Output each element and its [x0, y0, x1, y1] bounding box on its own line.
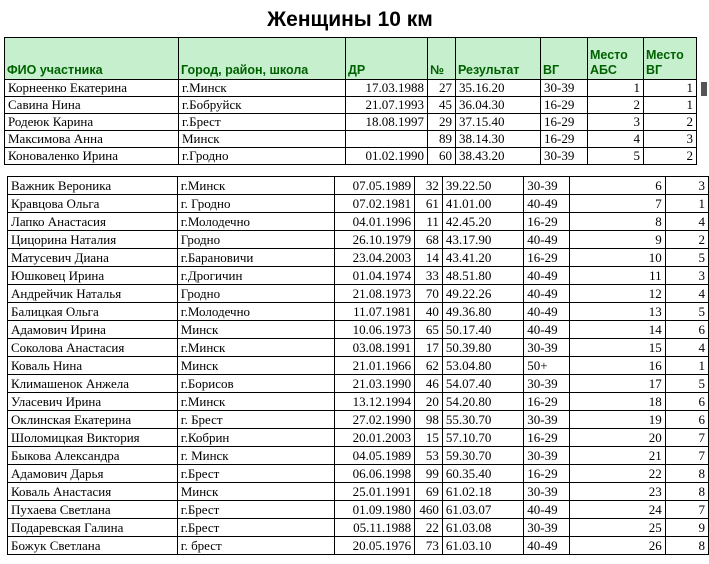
cell-name: Оклинская Екатерина [8, 411, 178, 429]
cell-num: 22 [415, 519, 443, 537]
cell-result: 55.30.70 [442, 411, 523, 429]
cell-place-abs: 21 [570, 447, 666, 465]
cell-dob: 03.08.1991 [334, 339, 414, 357]
cell-place-abs: 18 [570, 393, 666, 411]
cell-vg: 40-49 [524, 231, 570, 249]
cell-vg: 30-39 [541, 80, 588, 97]
cell-place-vg: 3 [644, 131, 697, 148]
cell-vg: 40-49 [524, 321, 570, 339]
cell-place-abs: 4 [588, 131, 644, 148]
cell-place-abs: 23 [570, 483, 666, 501]
cell-vg: 16-29 [524, 213, 570, 231]
cell-result: 43.41.20 [442, 249, 523, 267]
cell-num: 62 [415, 357, 443, 375]
cell-vg: 30-39 [541, 148, 588, 165]
cell-city: г. Минск [177, 447, 334, 465]
cell-num: 32 [415, 177, 443, 195]
header-city: Город, район, школа [179, 38, 346, 80]
cell-city: г.Дрогичин [177, 267, 334, 285]
cell-num: 40 [415, 303, 443, 321]
table-row [8, 303, 709, 321]
cell-result: 59.30.70 [442, 447, 523, 465]
table-row [5, 97, 697, 114]
cell-name: Кравцова Ольга [8, 195, 178, 213]
cell-place-vg: 1 [665, 357, 708, 375]
cell-vg: 16-29 [541, 114, 588, 131]
cell-city: Минск [177, 357, 334, 375]
header-table [4, 37, 697, 80]
cell-place-abs: 15 [570, 339, 666, 357]
table-row [8, 411, 709, 429]
cell-dob: 07.02.1981 [334, 195, 414, 213]
cell-city: г.Брест [179, 114, 346, 131]
cell-vg: 50+ [524, 357, 570, 375]
table-row [8, 519, 709, 537]
cell-place-abs: 11 [570, 267, 666, 285]
cell-dob: 06.06.1998 [334, 465, 414, 483]
cell-dob: 21.03.1990 [334, 375, 414, 393]
cell-place-vg: 1 [665, 195, 708, 213]
cell-city: г.Молодечно [177, 213, 334, 231]
cell-city: г.Борисов [177, 375, 334, 393]
cell-place-vg: 7 [665, 501, 708, 519]
table-row [8, 393, 709, 411]
cell-vg: 40-49 [524, 537, 570, 555]
cell-place-vg: 7 [665, 447, 708, 465]
cell-result: 60.35.40 [442, 465, 523, 483]
cell-num: 45 [428, 97, 456, 114]
cell-num: 20 [415, 393, 443, 411]
table-row [8, 177, 709, 195]
cell-num: 89 [428, 131, 456, 148]
cell-place-vg: 7 [665, 429, 708, 447]
cell-num: 73 [415, 537, 443, 555]
row-marker [701, 82, 707, 96]
cell-vg: 40-49 [524, 267, 570, 285]
header-place-vg: Место ВГ [644, 38, 697, 80]
cell-dob: 13.12.1994 [334, 393, 414, 411]
cell-vg: 40-49 [524, 501, 570, 519]
cell-dob: 04.05.1989 [334, 447, 414, 465]
cell-dob [346, 131, 428, 148]
cell-place-abs: 13 [570, 303, 666, 321]
cell-name: Матусевич Диана [8, 249, 178, 267]
cell-dob: 21.01.1966 [334, 357, 414, 375]
cell-dob: 17.03.1988 [346, 80, 428, 97]
cell-place-abs: 12 [570, 285, 666, 303]
cell-place-abs: 19 [570, 411, 666, 429]
cell-result: 57.10.70 [442, 429, 523, 447]
cell-place-vg: 5 [665, 375, 708, 393]
table-row [8, 447, 709, 465]
cell-vg: 30-39 [524, 483, 570, 501]
cell-result: 39.22.50 [442, 177, 523, 195]
cell-name: Андрейчик Наталья [8, 285, 178, 303]
cell-place-vg: 8 [665, 483, 708, 501]
cell-name: Коваль Анастасия [8, 483, 178, 501]
cell-num: 460 [415, 501, 443, 519]
cell-city: Минск [177, 483, 334, 501]
cell-city: г.Кобрин [177, 429, 334, 447]
cell-city: г.Брест [177, 519, 334, 537]
cell-name: Лапко Анастасия [8, 213, 178, 231]
page-title: Женщины 10 км [267, 8, 433, 31]
cell-place-vg: 3 [665, 267, 708, 285]
cell-result: 61.02.18 [442, 483, 523, 501]
cell-name: Коноваленко Ирина [5, 148, 179, 165]
cell-city: Минск [177, 321, 334, 339]
cell-place-vg: 8 [665, 537, 708, 555]
cell-place-abs: 17 [570, 375, 666, 393]
cell-name: Савина Нина [5, 97, 179, 114]
cell-place-abs: 3 [588, 114, 644, 131]
cell-num: 29 [428, 114, 456, 131]
cell-num: 65 [415, 321, 443, 339]
cell-vg: 30-39 [524, 339, 570, 357]
cell-name: Климашенок Анжела [8, 375, 178, 393]
cell-city: г. брест [177, 537, 334, 555]
cell-vg: 30-39 [524, 411, 570, 429]
cell-place-vg: 3 [665, 177, 708, 195]
cell-place-abs: 16 [570, 357, 666, 375]
cell-city: г.Бобруйск [179, 97, 346, 114]
cell-result: 38.14.30 [456, 131, 541, 148]
cell-dob: 23.04.2003 [334, 249, 414, 267]
cell-result: 53.04.80 [442, 357, 523, 375]
cell-city: г.Минск [179, 80, 346, 97]
cell-place-abs: 7 [570, 195, 666, 213]
cell-place-abs: 9 [570, 231, 666, 249]
cell-num: 60 [428, 148, 456, 165]
cell-vg: 30-39 [524, 447, 570, 465]
cell-place-abs: 25 [570, 519, 666, 537]
cell-dob: 04.01.1996 [334, 213, 414, 231]
cell-name: Корнеенко Екатерина [5, 80, 179, 97]
cell-name: Балицкая Ольга [8, 303, 178, 321]
cell-city: г.Гродно [179, 148, 346, 165]
table-row [8, 357, 709, 375]
cell-place-vg: 6 [665, 321, 708, 339]
cell-place-abs: 24 [570, 501, 666, 519]
cell-result: 43.17.90 [442, 231, 523, 249]
cell-result: 49.36.80 [442, 303, 523, 321]
cell-result: 35.16.20 [456, 80, 541, 97]
cell-city: г.Барановичи [177, 249, 334, 267]
cell-vg: 16-29 [524, 249, 570, 267]
cell-place-abs: 26 [570, 537, 666, 555]
cell-vg: 40-49 [524, 285, 570, 303]
cell-place-abs: 2 [588, 97, 644, 114]
cell-dob: 21.07.1993 [346, 97, 428, 114]
cell-name: Соколова Анастасия [8, 339, 178, 357]
header-name: ФИО участника [5, 38, 179, 80]
table-row [8, 285, 709, 303]
table-row [8, 321, 709, 339]
cell-vg: 30-39 [524, 519, 570, 537]
cell-city: г.Минск [177, 177, 334, 195]
cell-name: Юшковец Ирина [8, 267, 178, 285]
cell-result: 61.03.10 [442, 537, 523, 555]
cell-dob: 01.02.1990 [346, 148, 428, 165]
cell-num: 14 [415, 249, 443, 267]
cell-vg: 40-49 [524, 303, 570, 321]
table-row [8, 267, 709, 285]
cell-result: 50.17.40 [442, 321, 523, 339]
cell-dob: 01.09.1980 [334, 501, 414, 519]
cell-city: г. Гродно [177, 195, 334, 213]
cell-place-abs: 14 [570, 321, 666, 339]
cell-num: 61 [415, 195, 443, 213]
cell-result: 49.22.26 [442, 285, 523, 303]
header-result: Результат [456, 38, 541, 80]
cell-place-vg: 2 [644, 148, 697, 165]
cell-vg: 16-29 [541, 131, 588, 148]
cell-vg: 30-39 [524, 177, 570, 195]
cell-place-vg: 5 [665, 249, 708, 267]
table-row [5, 148, 697, 165]
cell-result: 54.20.80 [442, 393, 523, 411]
results-table-bottom [7, 176, 709, 555]
table-row [8, 483, 709, 501]
cell-place-vg: 6 [665, 411, 708, 429]
cell-name: Подаревская Галина [8, 519, 178, 537]
table-row [8, 465, 709, 483]
cell-place-vg: 9 [665, 519, 708, 537]
cell-dob: 20.05.1976 [334, 537, 414, 555]
header-dob: ДР [346, 38, 428, 80]
cell-num: 46 [415, 375, 443, 393]
cell-dob: 25.01.1991 [334, 483, 414, 501]
table-row [8, 339, 709, 357]
table-row [8, 195, 709, 213]
cell-num: 99 [415, 465, 443, 483]
cell-result: 38.43.20 [456, 148, 541, 165]
cell-place-abs: 1 [588, 80, 644, 97]
cell-num: 11 [415, 213, 443, 231]
cell-place-vg: 5 [665, 303, 708, 321]
cell-vg: 16-29 [541, 97, 588, 114]
table-row [8, 501, 709, 519]
cell-dob: 07.05.1989 [334, 177, 414, 195]
cell-result: 37.15.40 [456, 114, 541, 131]
table-row [8, 429, 709, 447]
results-table-top [4, 79, 697, 165]
cell-place-vg: 6 [665, 393, 708, 411]
cell-vg: 16-29 [524, 465, 570, 483]
cell-dob: 05.11.1988 [334, 519, 414, 537]
header-place-abs: Место АБС [588, 38, 644, 80]
cell-dob: 11.07.1981 [334, 303, 414, 321]
cell-place-abs: 6 [570, 177, 666, 195]
cell-dob: 26.10.1979 [334, 231, 414, 249]
cell-city: г.Брест [177, 465, 334, 483]
cell-place-abs: 10 [570, 249, 666, 267]
cell-name: Цицорина Наталия [8, 231, 178, 249]
cell-result: 61.03.07 [442, 501, 523, 519]
cell-place-vg: 1 [644, 80, 697, 97]
cell-result: 42.45.20 [442, 213, 523, 231]
header-vg: ВГ [541, 38, 588, 80]
cell-name: Адамович Дарья [8, 465, 178, 483]
cell-num: 68 [415, 231, 443, 249]
cell-num: 33 [415, 267, 443, 285]
cell-city: Гродно [177, 231, 334, 249]
cell-dob: 18.08.1997 [346, 114, 428, 131]
cell-city: Гродно [177, 285, 334, 303]
cell-num: 27 [428, 80, 456, 97]
cell-dob: 20.01.2003 [334, 429, 414, 447]
cell-dob: 01.04.1974 [334, 267, 414, 285]
cell-place-vg: 8 [665, 465, 708, 483]
cell-num: 15 [415, 429, 443, 447]
cell-name: Коваль Нина [8, 357, 178, 375]
cell-name: Быкова Александра [8, 447, 178, 465]
cell-result: 54.07.40 [442, 375, 523, 393]
cell-place-vg: 4 [665, 339, 708, 357]
cell-dob: 21.08.1973 [334, 285, 414, 303]
cell-city: Минск [179, 131, 346, 148]
cell-name: Максимова Анна [5, 131, 179, 148]
cell-dob: 10.06.1973 [334, 321, 414, 339]
header-num: № [428, 38, 456, 80]
cell-place-vg: 1 [644, 97, 697, 114]
cell-name: Адамович Ирина [8, 321, 178, 339]
cell-num: 17 [415, 339, 443, 357]
cell-vg: 16-29 [524, 393, 570, 411]
cell-vg: 40-49 [524, 195, 570, 213]
table-row [5, 80, 697, 97]
table-row [5, 131, 697, 148]
table-row [8, 375, 709, 393]
cell-name: Пухаева Светлана [8, 501, 178, 519]
cell-result: 41.01.00 [442, 195, 523, 213]
cell-result: 36.04.30 [456, 97, 541, 114]
cell-num: 98 [415, 411, 443, 429]
cell-place-abs: 5 [588, 148, 644, 165]
cell-name: Уласевич Ирина [8, 393, 178, 411]
cell-place-vg: 4 [665, 285, 708, 303]
table-row [8, 231, 709, 249]
cell-dob: 27.02.1990 [334, 411, 414, 429]
table-row [8, 249, 709, 267]
table-row [8, 537, 709, 555]
cell-name: Важник Вероника [8, 177, 178, 195]
cell-place-vg: 2 [644, 114, 697, 131]
cell-name: Родеюк Карина [5, 114, 179, 131]
cell-vg: 30-39 [524, 375, 570, 393]
cell-city: г.Брест [177, 501, 334, 519]
cell-name: Божук Светлана [8, 537, 178, 555]
cell-place-vg: 2 [665, 231, 708, 249]
cell-result: 50.39.80 [442, 339, 523, 357]
header-row [5, 38, 697, 80]
cell-num: 53 [415, 447, 443, 465]
cell-city: г.Минск [177, 339, 334, 357]
cell-num: 69 [415, 483, 443, 501]
cell-place-abs: 20 [570, 429, 666, 447]
cell-place-abs: 22 [570, 465, 666, 483]
table-row [8, 213, 709, 231]
cell-place-vg: 4 [665, 213, 708, 231]
cell-result: 61.03.08 [442, 519, 523, 537]
cell-place-abs: 8 [570, 213, 666, 231]
cell-city: г.Минск [177, 393, 334, 411]
table-row [5, 114, 697, 131]
cell-name: Шоломицкая Виктория [8, 429, 178, 447]
cell-vg: 16-29 [524, 429, 570, 447]
cell-num: 70 [415, 285, 443, 303]
cell-result: 48.51.80 [442, 267, 523, 285]
cell-city: г. Брест [177, 411, 334, 429]
cell-city: г.Молодечно [177, 303, 334, 321]
